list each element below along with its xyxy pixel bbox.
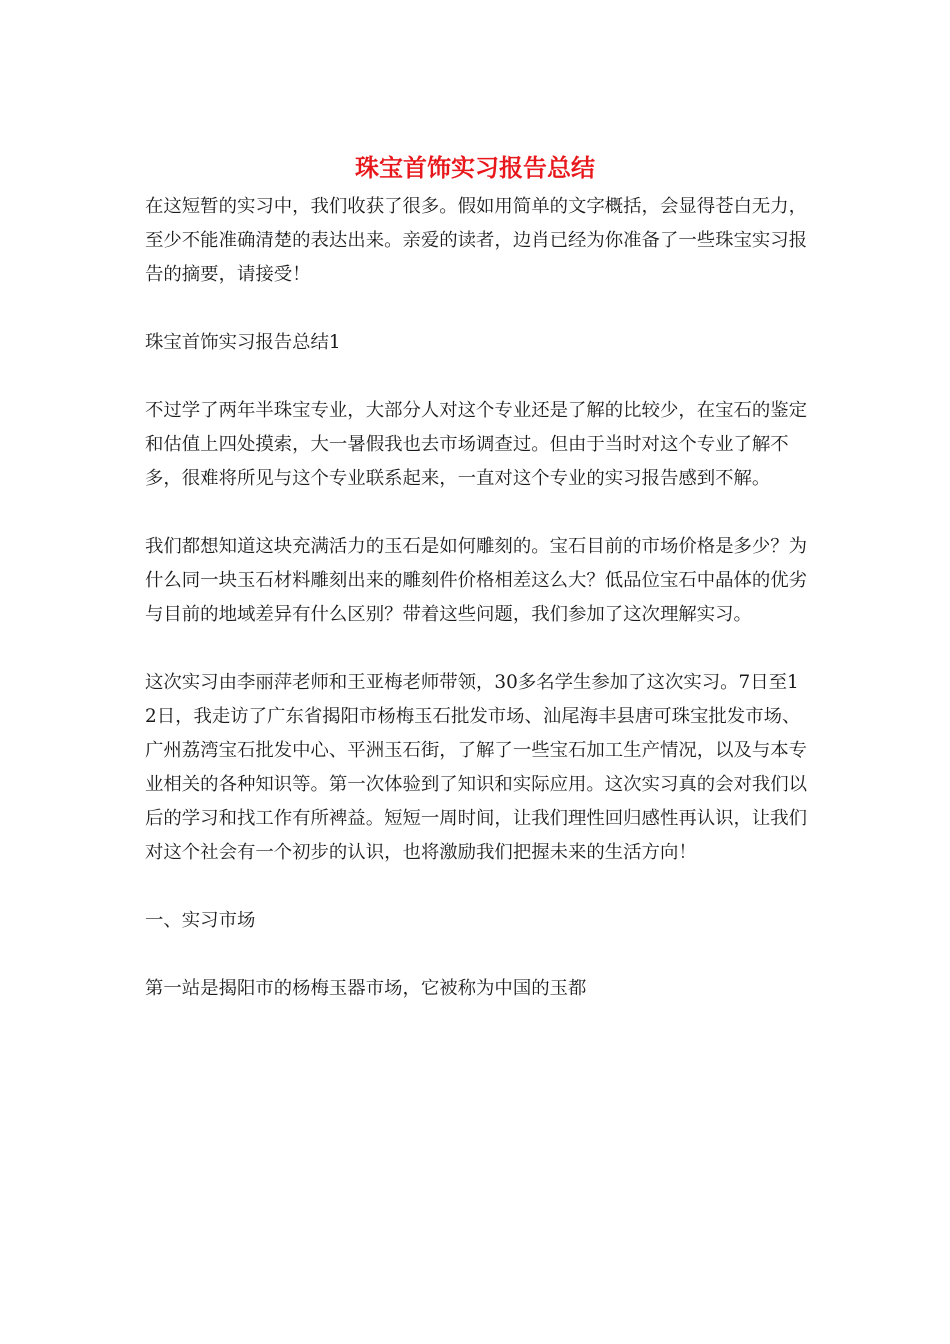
body-paragraph: 我们都想知道这块充满活力的玉石是如何雕刻的。宝石目前的市场价格是多少？为什么同一块玉石材料雕刻出来的雕刻件价格相差这么大？低品位宝石中晶体的优劣与目前的地域差异有什么区别？带着这些问题，我们参加了这次理解实习。 bbox=[145, 536, 808, 625]
document-body bbox=[145, 190, 810, 1040]
document-title: 珠宝首饰实习报告总结 bbox=[355, 153, 595, 182]
body-paragraph: 这次实习由李丽萍老师和王亚梅老师带领，30多名学生参加了这次实习。7日至12日，我走访了广东省揭阳市杨梅玉石批发市场、汕尾海丰县唐可珠宝批发市场、广州荔湾宝石批发中心、平洲玉石街，了解了一些宝石加工生产情况，以及与本专业相关的各种知识等。第一次体验到了知识和实际应用。这次实习真的会对我们以后的学习和找工作有所裨益。短短一周时间，让我们理性回归感性再认识，让我们对这个社会有一个初步的认识，也将激励我们把握未来的生活方向！ bbox=[145, 672, 808, 863]
intro-paragraph: 在这短暂的实习中，我们收获了很多。假如用简单的文字概括，会显得苍白无力，至少不能准确清楚的表达出来。亲爱的读者，边肖已经为你准备了一些珠宝实习报告的摘要，请接受！ bbox=[145, 196, 808, 285]
section-heading-2: 一、实习市场 bbox=[145, 910, 256, 931]
section-heading-1: 珠宝首饰实习报告总结1 bbox=[145, 332, 341, 353]
body-paragraph: 第一站是揭阳市的杨梅玉器市场，它被称为中国的玉都 bbox=[145, 978, 587, 999]
body-paragraph: 不过学了两年半珠宝专业，大部分人对这个专业还是了解的比较少，在宝石的鉴定和估值上四处摸索，大一暑假我也去市场调查过。但由于当时对这个专业了解不多，很难将所见与这个专业联系起来，一直对这个专业的实习报告感到不解。 bbox=[145, 400, 808, 489]
